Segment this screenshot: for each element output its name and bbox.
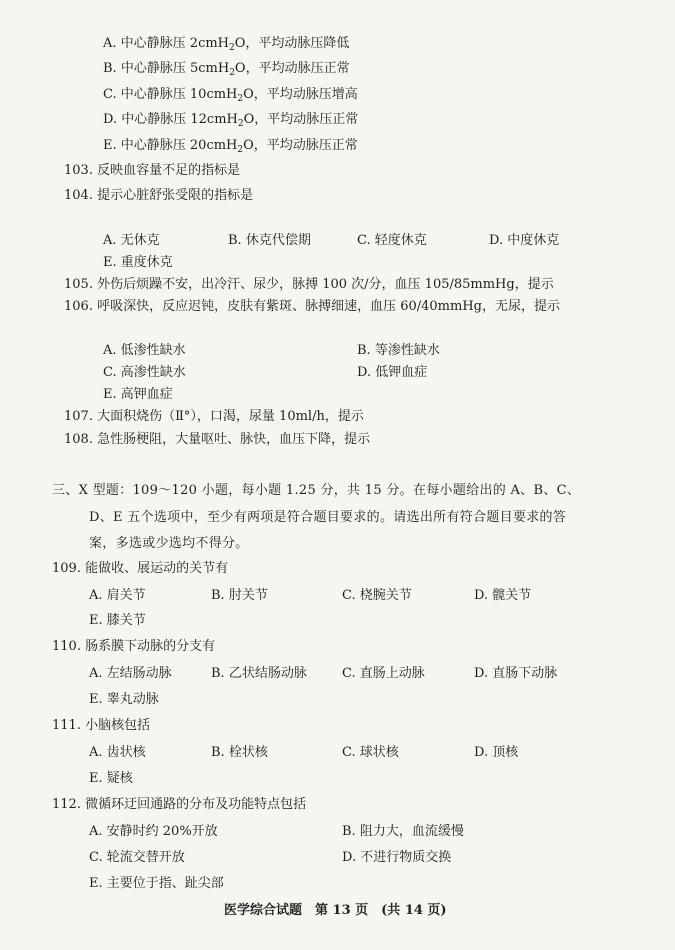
- option-a: A. 左结肠动脉: [89, 666, 172, 681]
- option-d: D. 低钾血症: [357, 365, 428, 380]
- question-110: 110. 肠系膜下动脉的分支有: [52, 639, 216, 654]
- question-105: 105. 外伤后烦躁不安，出冷汗、尿少，脉搏 100 次/分，血压 105/85mmHg，提示: [64, 277, 554, 292]
- option-e: E. 重度休克: [103, 255, 173, 270]
- option-c: C. 桡腕关节: [342, 588, 412, 603]
- section-header: D、E 五个选项中，至少有两项是符合题目要求的。请选出所有符合题目要求的答: [89, 510, 567, 525]
- option-e: E. 膝关节: [89, 613, 146, 628]
- option-c: C. 球状核: [342, 745, 399, 760]
- option-b: B. 中心静脉压 5cmH$_2$O，平均动脉压正常: [103, 61, 350, 78]
- question-112: 112. 微循环迂回通路的分布及功能特点包括: [52, 797, 307, 812]
- option-a: A. 齿状核: [89, 745, 146, 760]
- option-a: A. 安静时约 20%开放: [89, 824, 218, 839]
- option-b: B. 阻力大，血流缓慢: [342, 824, 464, 839]
- option-d: D. 不进行物质交换: [342, 850, 452, 865]
- section-header: 三、X 型题：109～120 小题，每小题 1.25 分，共 15 分。在每小题给出的 A、B、C、: [52, 483, 581, 498]
- option-e: E. 中心静脉压 20cmH$_2$O，平均动脉压正常: [103, 138, 358, 155]
- option-b: B. 肘关节: [211, 588, 268, 603]
- option-d: D. 直肠下动脉: [474, 666, 558, 681]
- option-d: D. 中度休克: [489, 233, 560, 248]
- question-111: 111. 小脑核包括: [52, 718, 151, 733]
- question-104: 104. 提示心脏舒张受限的指标是: [64, 188, 254, 203]
- option-b: B. 等渗性缺水: [357, 343, 440, 358]
- section-header: 案，多选或少选均不得分。: [89, 536, 249, 551]
- question-109: 109. 能做收、展运动的关节有: [52, 561, 229, 576]
- option-e: E. 高钾血症: [103, 387, 173, 402]
- option-d: D. 髋关节: [474, 588, 532, 603]
- option-a: A. 低渗性缺水: [103, 343, 186, 358]
- option-c: C. 直肠上动脉: [342, 666, 425, 681]
- option-b: B. 休克代偿期: [228, 233, 311, 248]
- option-c: C. 轻度休克: [357, 233, 427, 248]
- option-e: E. 疑核: [89, 771, 133, 786]
- option-d: D. 顶核: [474, 745, 519, 760]
- question-107: 107. 大面积烧伤（Ⅱ°），口渴，尿量 10ml/h，提示: [64, 409, 364, 424]
- page-footer: 医学综合试题 第 13 页 (共 14 页): [224, 903, 447, 918]
- question-108: 108. 急性肠梗阻，大量呕吐、脉快，血压下降，提示: [64, 432, 371, 447]
- option-d: D. 中心静脉压 12cmH$_2$O，平均动脉压正常: [103, 112, 359, 129]
- option-c: C. 中心静脉压 10cmH$_2$O，平均动脉压增高: [103, 87, 358, 104]
- option-e: E. 睾丸动脉: [89, 692, 159, 707]
- option-b: B. 乙状结肠动脉: [211, 666, 307, 681]
- option-a: A. 肩关节: [89, 588, 146, 603]
- option-e: E. 主要位于指、趾尖部: [89, 876, 224, 891]
- question-106: 106. 呼吸深快，反应迟钝，皮肤有紫斑、脉搏细速，血压 60/40mmHg，无尿，提示: [64, 299, 560, 314]
- question-103: 103. 反映血容量不足的指标是: [64, 163, 241, 178]
- option-a: A. 中心静脉压 2cmH$_2$O，平均动脉压降低: [103, 36, 350, 53]
- option-c: C. 高渗性缺水: [103, 365, 186, 380]
- option-c: C. 轮流交替开放: [89, 850, 185, 865]
- option-b: B. 栓状核: [211, 745, 268, 760]
- option-a: A. 无休克: [103, 233, 160, 248]
